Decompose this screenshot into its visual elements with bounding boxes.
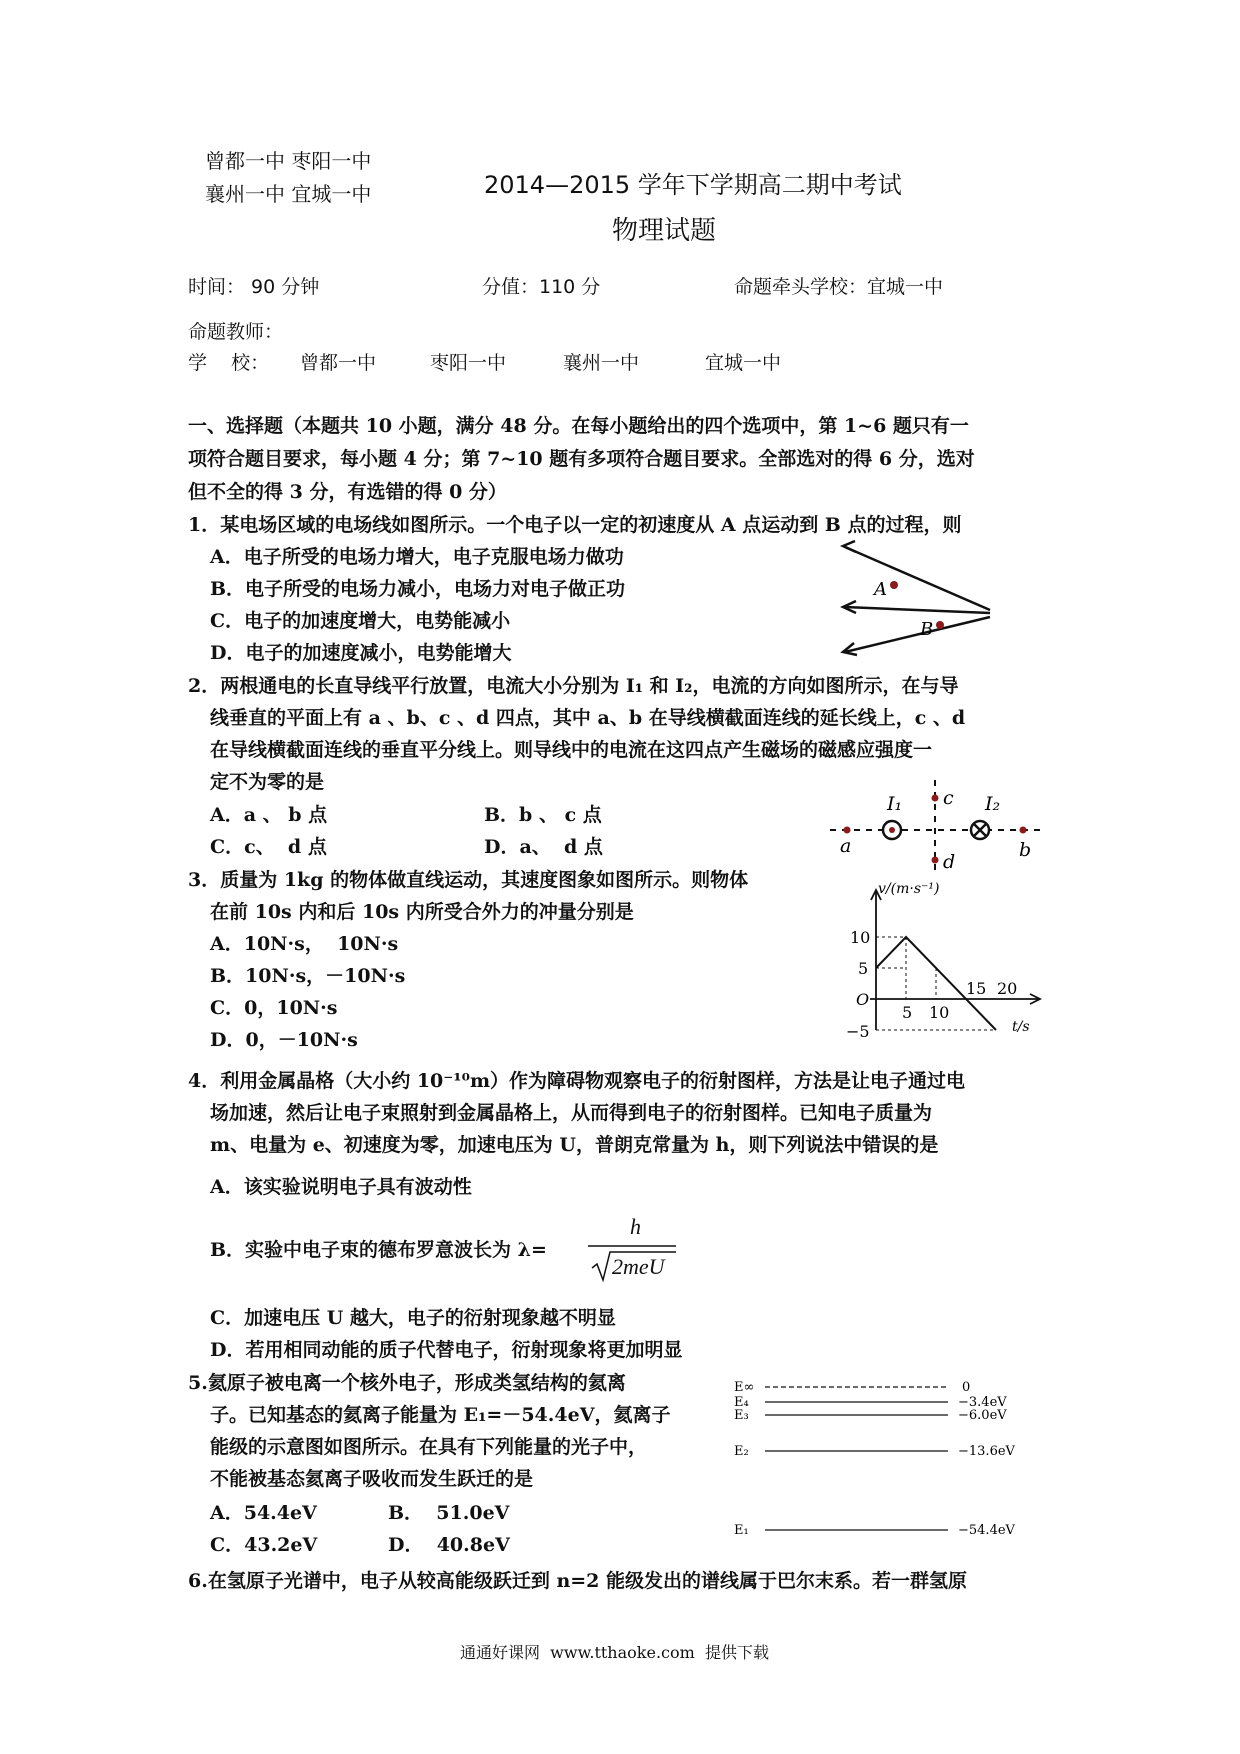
section-instructions-line-2: 项符合题目要求，每小题 4 分；第 7~10 题有多项符合题目要求。全部选对的得 6 分，选对 xyxy=(188,448,975,470)
exam-title: 2014—2015 学年下学期高二期中考试 xyxy=(484,171,902,199)
label-c: c xyxy=(943,787,954,809)
q5-line-4: 不能被基态氦离子吸收而发生跃迁的是 xyxy=(210,1468,534,1490)
label-a: a xyxy=(840,835,852,857)
origin-label: O xyxy=(856,990,870,1009)
level-value-1: −54.4eV xyxy=(958,1523,1015,1538)
x-tick-20: 20 xyxy=(997,979,1018,998)
q5-option-a: A．54.4eV xyxy=(210,1502,317,1524)
school-2: 枣阳一中 xyxy=(430,352,507,374)
level-label-3: E₃ xyxy=(734,1408,749,1423)
school-3: 襄州一中 xyxy=(563,352,640,374)
label-b: b xyxy=(1019,839,1032,861)
x-tick-5: 5 xyxy=(902,1003,913,1022)
velocity-graph xyxy=(840,880,1050,1040)
label-d: d xyxy=(943,851,956,873)
wire-i1-dot xyxy=(889,827,895,833)
q5-option-c: C．43.2eV xyxy=(210,1534,318,1556)
label-i1: I₁ xyxy=(887,793,903,815)
section-instructions-line-1: 一、选择题（本题共 10 小题，满分 48 分。在每小题给出的四个选项中，第 1~6 题只有一 xyxy=(188,415,969,437)
y-axis-label: v/(m·s⁻¹) xyxy=(878,881,940,897)
wire-diagram xyxy=(825,775,1050,875)
schools-line-2: 襄州一中 宜城一中 xyxy=(205,182,372,206)
point-d-marker xyxy=(932,857,939,864)
section-instructions-line-3: 但不全的得 3 分，有选错的得 0 分） xyxy=(188,481,507,503)
point-b-dot xyxy=(936,621,944,629)
level-label-4: E₄ xyxy=(734,1395,749,1410)
field-arrow-top xyxy=(843,541,856,552)
q5-option-b: B． 51.0eV xyxy=(388,1502,510,1524)
point-b-marker xyxy=(1020,827,1027,834)
label-i2: I₂ xyxy=(985,793,1001,815)
point-a-label: A xyxy=(874,579,887,600)
q1-option-c: C．电子的加速度增大，电势能减小 xyxy=(210,610,511,632)
level-value-2: −13.6eV xyxy=(958,1444,1015,1459)
level-value-3: −6.0eV xyxy=(958,1408,1007,1423)
y-tick-5: 5 xyxy=(858,959,869,978)
q3-option-c: C．0，10N·s xyxy=(210,997,338,1019)
q2-line-3: 在导线横截面连线的垂直平分线上。则导线中的电流在这四点产生磁场的磁感应强度一 xyxy=(210,739,933,761)
level-value-4: −3.4eV xyxy=(958,1395,1007,1410)
schools-line-1: 曾都一中 枣阳一中 xyxy=(205,149,372,173)
point-a-dot xyxy=(890,581,898,589)
q4-line-2: 场加速，然后让电子束照射到金属晶格上，从而得到电子的衍射图样。已知电子质量为 xyxy=(210,1102,933,1124)
q1-option-d: D．电子的加速度减小，电势能增大 xyxy=(210,642,512,664)
q6-line-1: 6.在氢原子光谱中，电子从较高能级跃迁到 n=2 能级发出的谱线属于巴尔末系。若一群氢原 xyxy=(188,1570,968,1592)
level-label-2: E₂ xyxy=(734,1444,749,1459)
energy-level-diagram xyxy=(730,1375,1040,1545)
y-tick-10: 10 xyxy=(850,928,871,947)
subject-title: 物理试题 xyxy=(612,216,717,246)
field-line-top xyxy=(845,547,990,610)
q2-option-a: A．a 、 b 点 xyxy=(210,804,328,826)
q2-line-4: 定不为零的是 xyxy=(210,771,325,793)
q4-option-d: D．若用相同动能的质子代替电子，衍射现象将更加明显 xyxy=(210,1339,683,1361)
q1-stem: 1．某电场区域的电场线如图所示。一个电子以一定的初速度从 A 点运动到 B 点的过程，则 xyxy=(188,514,962,536)
exam-score: 分值：110 分 xyxy=(482,276,601,298)
level-label-1: E₁ xyxy=(734,1523,749,1538)
wavelength-numerator: h xyxy=(630,1214,641,1239)
teachers-label: 命题教师： xyxy=(188,321,284,343)
q2-line-1: 2．两根通电的长直导线平行放置，电流大小分别为 I₁ 和 I₂，电流的方向如图所示，在与导 xyxy=(188,675,959,697)
q3-option-b: B．10N·s，－10N·s xyxy=(210,965,406,987)
school-1: 曾都一中 xyxy=(300,352,377,374)
q2-option-c: C．c、 d 点 xyxy=(210,836,327,858)
footer-text: 通通好课网 www.tthaoke.com 提供下载 xyxy=(460,1643,769,1662)
lead-school: 命题牵头学校：宜城一中 xyxy=(734,276,944,298)
q4-option-b: B．实验中电子束的德布罗意波长为 λ= xyxy=(210,1239,547,1261)
q1-option-a: A．电子所受的电场力增大，电子克服电场力做功 xyxy=(210,546,624,568)
electric-field-diagram xyxy=(830,535,1000,665)
x-axis-label: t/s xyxy=(1012,1019,1030,1035)
wavelength-denominator: 2meU xyxy=(612,1254,665,1279)
q4-option-c: C．加速电压 U 越大，电子的衍射现象越不明显 xyxy=(210,1307,616,1329)
x-tick-15: 15 xyxy=(966,979,987,998)
point-b-label: B xyxy=(920,619,934,640)
q3-option-a: A．10N·s， 10N·s xyxy=(210,933,399,955)
q2-option-d: D．a、 d 点 xyxy=(484,836,603,858)
field-line-bottom xyxy=(845,617,990,652)
level-value-inf: 0 xyxy=(962,1380,971,1395)
q5-line-1: 5.氦原子被电离一个核外电子，形成类氢结构的氦离 xyxy=(188,1372,626,1394)
y-tick-neg5: −5 xyxy=(846,1022,870,1040)
q2-line-2: 线垂直的平面上有 a 、b、c 、d 四点，其中 a、b 在导线横截面连线的延长线上，c 、d xyxy=(210,707,966,729)
x-tick-10: 10 xyxy=(929,1003,950,1022)
q5-option-d: D． 40.8eV xyxy=(388,1534,510,1556)
q5-line-2: 子。已知基态的氦离子能量为 E₁=－54.4eV，氦离子 xyxy=(210,1404,671,1426)
schools-label: 学 校： xyxy=(188,352,270,374)
q4-line-1: 4．利用金属晶格（大小约 10⁻¹⁰m）作为障碍物观察电子的衍射图样，方法是让电子通过电 xyxy=(188,1070,966,1092)
q3-option-d: D．0，－10N·s xyxy=(210,1029,358,1051)
q3-line-2: 在前 10s 内和后 10s 内所受合外力的冲量分别是 xyxy=(210,901,634,923)
point-c-marker xyxy=(932,795,939,802)
q5-line-3: 能级的示意图如图所示。在具有下列能量的光子中， xyxy=(210,1436,648,1458)
q2-option-b: B．b 、 c 点 xyxy=(484,804,602,826)
level-label-inf: E∞ xyxy=(734,1380,755,1395)
school-4: 宜城一中 xyxy=(705,352,782,374)
q4-option-a: A．该实验说明电子具有波动性 xyxy=(210,1176,472,1198)
exam-time: 时间： 90 分钟 xyxy=(188,276,320,298)
point-a-marker xyxy=(844,827,851,834)
q3-line-1: 3．质量为 1kg 的物体做直线运动，其速度图象如图所示。则物体 xyxy=(188,869,749,891)
q4-line-3: m、电量为 e、初速度为零，加速电压为 U，普朗克常量为 h，则下列说法中错误的是 xyxy=(210,1134,939,1156)
field-line-middle xyxy=(845,607,990,613)
q1-option-b: B．电子所受的电场力减小，电场力对电子做正功 xyxy=(210,578,626,600)
